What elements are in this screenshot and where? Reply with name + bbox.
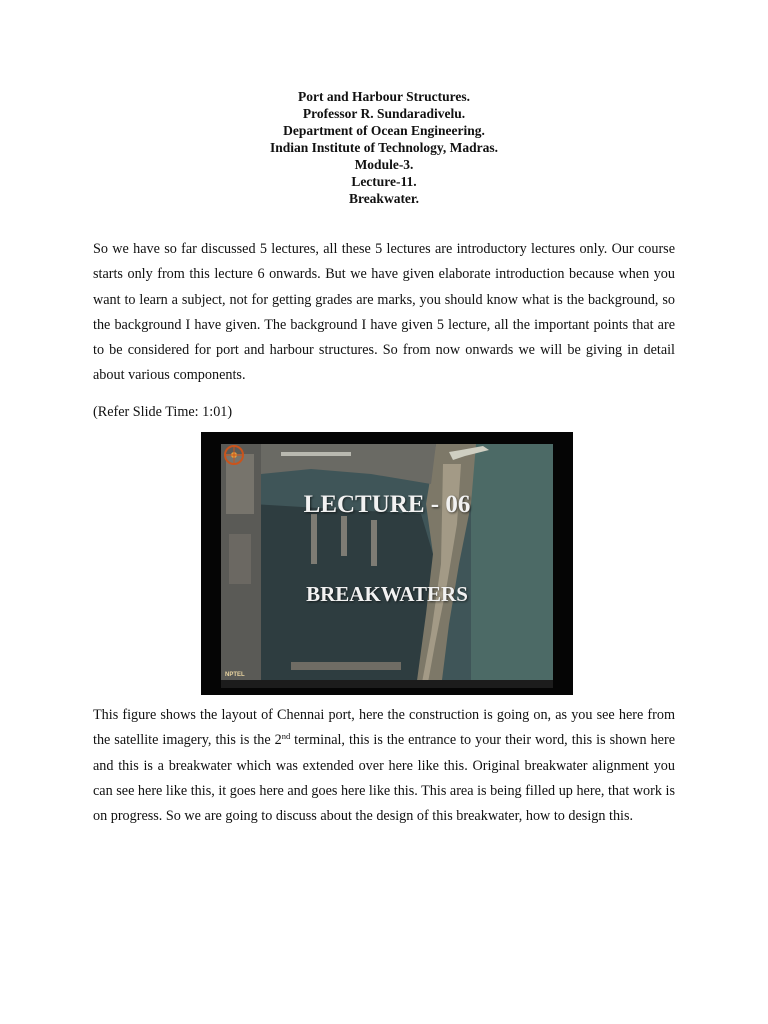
ordinal-superscript: nd <box>281 731 291 742</box>
course-title: Port and Harbour Structures. <box>298 89 470 104</box>
intro-paragraph: So we have so far discussed 5 lectures, all these 5 lectures are introductory lectures only. Our course starts only from this lecture 6 onwards. But we have given elaborate introduction because when you want to learn a subject, not for getting grades are marks, you should know what is the background, so the background I have given. The background I have given 5 lecture, all the important points that are to be considered for port and harbour structures. So from now onwards we will be giving in detail about various components. <box>93 241 675 384</box>
refer-slide-time: (Refer Slide Time: 1:01) <box>93 404 233 420</box>
professor-name: Professor R. Sundaradivelu. <box>302 106 466 121</box>
satellite-image <box>221 444 553 688</box>
lecture-topic: Breakwater. <box>348 191 420 206</box>
lecture-slide-figure <box>201 432 573 695</box>
satellite-imagery-drawing <box>221 444 553 688</box>
lecture-number: Lecture-11. <box>351 174 417 189</box>
department-name: Department of Ocean Engineering. <box>283 123 485 138</box>
module-number: Module-3. <box>354 157 414 172</box>
paragraph-text-part-1: This figure shows the layout of Chennai port, here the construction is going on, as you see here from the satellite imagery, this is the 2 <box>93 707 675 749</box>
institute-name: Indian Institute of Technology, Madras. <box>269 140 499 155</box>
nptel-logo-icon <box>221 444 247 466</box>
paragraph-text-part-2: terminal, this is the entrance to your their word, this is shown here and this is a breakwater which was extended over here like this. Original breakwater alignment you can see here like this, it goes here and goes here like this. This area is being filled up here, that work is on progress. So we are going to discuss about the design of this breakwater, how to design this. <box>93 732 675 825</box>
slide-lecture-title: LECTURE - 06 <box>303 491 471 518</box>
slide-topic-title: BREAKWATERS <box>306 582 468 606</box>
figure-description-paragraph <box>93 703 675 829</box>
nptel-logo-text: NPTEL <box>225 672 245 678</box>
document-header <box>0 88 768 207</box>
